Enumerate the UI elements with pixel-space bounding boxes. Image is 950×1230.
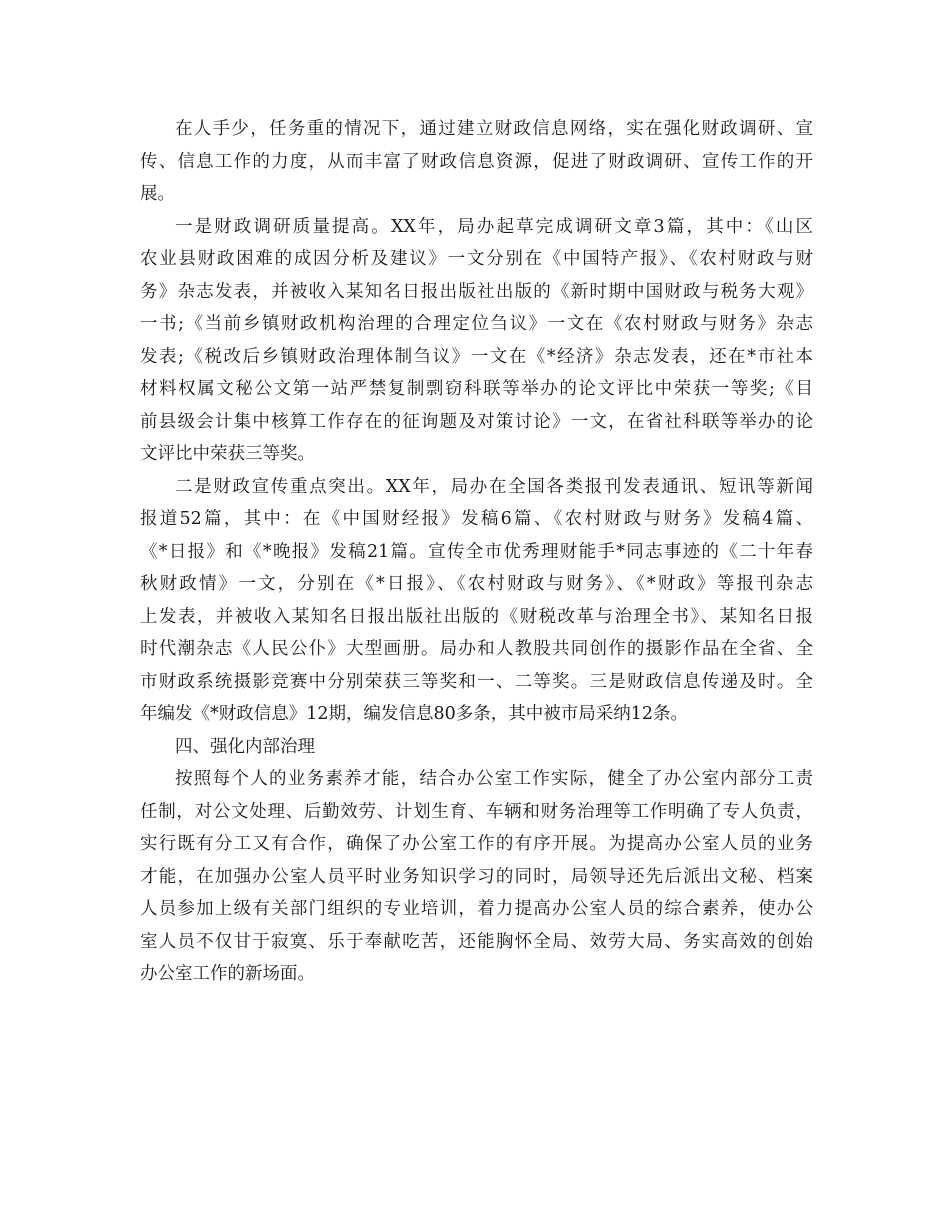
text-line: 发表;《税改后乡镇财政治理体制刍议》一文在《*经济》杂志发表，还在*市社本 xyxy=(140,346,813,367)
text-line: 《*日报》和《*晚报》发稿21篇。宣传全市优秀理财能手*同志事迹的《二十年春 xyxy=(140,541,813,562)
paragraph-intro xyxy=(140,113,813,211)
text-line: 年编发《*财政信息》12期，编发信息80多条，其中被市局采纳12条。 xyxy=(140,704,689,724)
text-line: 市财政系统摄影竞赛中分别荣获三等奖和一、二等奖。三是财政信息传递及时。全 xyxy=(140,671,813,692)
text-line: 文评比中荣获三等奖。 xyxy=(140,444,315,464)
section-heading-internal-management xyxy=(140,731,813,764)
text-line: 一书;《当前乡镇财政机构治理的合理定位刍议》一文在《农村财政与财务》杂志 xyxy=(140,314,813,334)
text-line: 才能，在加强办公室人员平时业务知识学习的同时，局领导还先后派出文秘、档案 xyxy=(140,866,813,887)
text-line: 一是财政调研质量提高。XX年，局办起草完成调研文章3篇，其中：《山区 xyxy=(175,216,813,237)
document-page xyxy=(140,113,813,991)
text-line: 前县级会计集中核算工作存在的征询题及对策讨论》一文，在省社科联等举办的论 xyxy=(140,411,813,432)
text-line: 任制，对公文处理、后勤效劳、计划生育、车辆和财务治理等工作明确了专人负责， xyxy=(140,801,813,822)
text-line: 人员参加上级有关部门组织的专业培训，着力提高办公室人员的综合素养，使办公 xyxy=(140,899,813,919)
text-line: 报道52篇，其中：在《中国财经报》发稿6篇、《农村财政与财务》发稿4篇、 xyxy=(140,509,813,529)
text-line: 农业县财政困难的成因分析及建议》一文分别在《中国特产报》、《农村财政与财 xyxy=(140,249,813,269)
text-line: 务》杂志发表，并被收入某知名日报出版社出版的《新时期中国财政与税务大观》 xyxy=(140,281,813,302)
text-line: 上发表，并被收入某知名日报出版社出版的《财税改革与治理全书》、某知名日报 xyxy=(140,606,813,627)
text-line: 实行既有分工又有合作，确保了办公室工作的有序开展。为提高办公室人员的业务 xyxy=(140,834,813,854)
section-heading: 四、强化内部治理 xyxy=(175,736,315,757)
text-line: 按照每个人的业务素养才能，结合办公室工作实际，健全了办公室内部分工责 xyxy=(175,769,813,789)
text-line: 时代潮杂志《人民公仆》大型画册。局办和人教股共同创作的摄影作品在全省、全 xyxy=(140,639,813,659)
paragraph-publicity xyxy=(140,471,813,731)
text-line: 传、信息工作的力度，从而丰富了财政信息资源，促进了财政调研、宣传工作的开 xyxy=(140,151,813,172)
text-line: 材料权属文秘公文第一站严禁复制剽窃科联等举办的论文评比中荣获一等奖;《目 xyxy=(140,379,813,399)
text-line: 在人手少，任务重的情况下，通过建立财政信息网络，实在强化财政调研、宣 xyxy=(175,119,813,139)
text-line: 办公室工作的新场面。 xyxy=(140,964,315,984)
text-line: 二是财政宣传重点突出。XX年，局办在全国各类报刊发表通讯、短讯等新闻 xyxy=(175,476,813,497)
text-line: 室人员不仅甘于寂寞、乐于奉献吃苦，还能胸怀全局、效劳大局、务实高效的创始 xyxy=(140,931,813,952)
text-line: 展。 xyxy=(140,184,175,204)
text-line: 秋财政情》一文，分别在《*日报》、《农村财政与财务》、《*财政》等报刊杂志 xyxy=(140,574,813,594)
paragraph-internal-management xyxy=(140,763,813,991)
paragraph-research-quality xyxy=(140,211,813,471)
